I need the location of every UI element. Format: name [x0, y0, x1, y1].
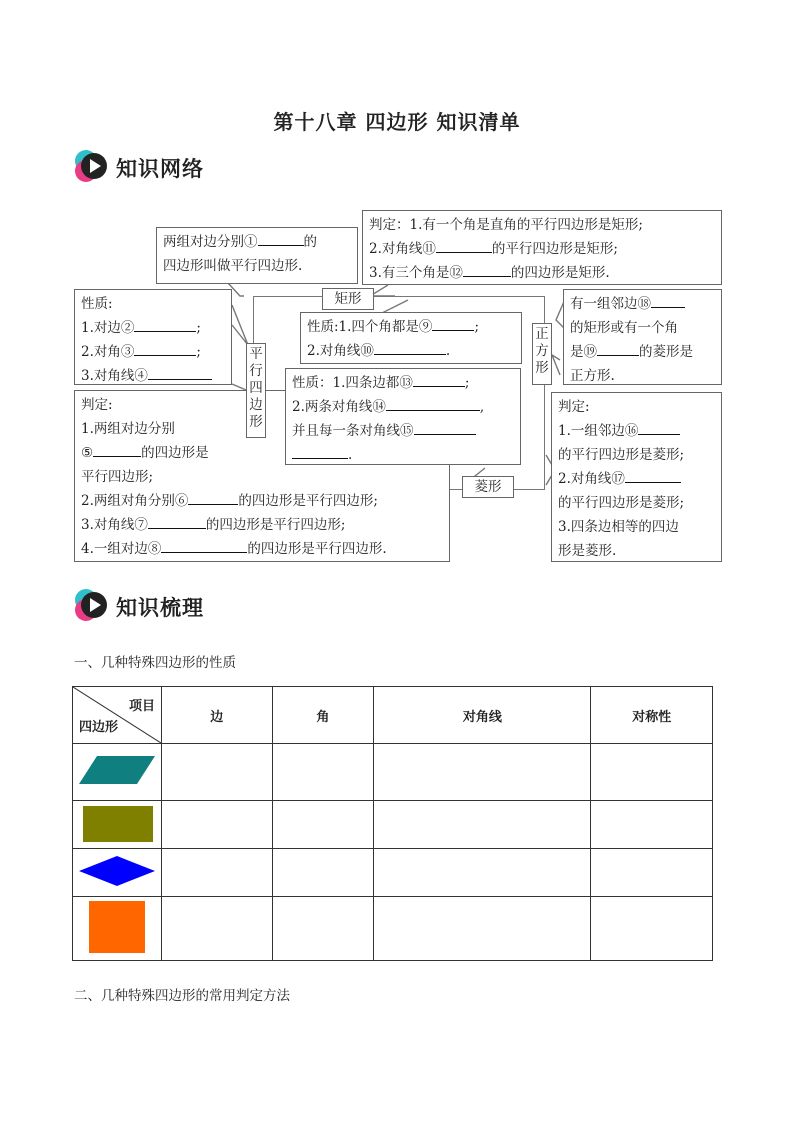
para-judge-line-4b: 的四边形是平行四边形;	[238, 493, 378, 509]
para-judge-line-1: 1.两组对边分别	[81, 421, 175, 437]
answer-blank-3[interactable]	[134, 341, 196, 356]
rectangle-properties-box	[300, 312, 522, 364]
table-row	[73, 801, 713, 849]
rhombus-judge-line-2: 的平行四边形是菱形;	[558, 447, 685, 463]
rhombus-judge-line-5: 3.四条边相等的四边	[558, 519, 679, 535]
rhombus-props-line-2: 2.两条对角线⑭	[292, 399, 386, 415]
answer-blank-11[interactable]	[436, 238, 492, 253]
table-cell[interactable]	[591, 849, 713, 897]
header-diagonals: 对角线	[374, 687, 591, 744]
rect-judge-line-1: 判定：1.有一个角是直角的平行四边形是矩形;	[369, 217, 643, 233]
table-cell[interactable]	[162, 744, 273, 801]
para-props-line-3: 3.对角线④	[81, 368, 148, 384]
square-def-line-1: 有一组邻边⑱	[570, 296, 651, 312]
table-cell[interactable]	[272, 744, 374, 801]
rectangle-judgement-box	[362, 210, 722, 285]
answer-blank-7[interactable]	[148, 514, 206, 529]
part2-heading: 二、几种特殊四边形的常用判定方法	[74, 988, 290, 1004]
definition-text-2: 四边形叫做平行四边形.	[163, 258, 303, 274]
definition-text-1-end: 的	[303, 234, 317, 250]
page-title: 第十八章 四边形 知识清单	[273, 110, 521, 134]
answer-blank-15-cont[interactable]	[292, 444, 348, 459]
answer-blank-16[interactable]	[638, 420, 680, 435]
para-judge-line-6a: 4.一组对边⑧	[81, 541, 162, 557]
square-label: 正 方 形	[532, 323, 552, 385]
rhombus-props-dot: .	[348, 447, 353, 463]
table-cell[interactable]	[162, 801, 273, 849]
rhombus-judge-line-1: 1.一组邻边⑯	[558, 423, 639, 439]
rhombus-props-semi: ;	[464, 375, 470, 391]
table-cell[interactable]	[374, 801, 591, 849]
square-definition-box	[563, 289, 722, 385]
section-header-review	[74, 587, 274, 627]
rhombus-judge-line-4: 的平行四边形是菱形;	[558, 495, 685, 511]
rhombus-judge-line-6: 形是菱形.	[558, 543, 617, 559]
rhombus-properties-box	[285, 368, 521, 465]
parallelogram-properties-box	[74, 289, 232, 385]
rect-props-semi: ;	[474, 319, 479, 335]
rect-props-line-1: 性质:1.四个角都是⑨	[307, 319, 433, 335]
parallelogram-label: 平 行 四 边 形	[246, 343, 266, 438]
para-judge-line-5b: 的四边形是平行四边形;	[205, 517, 346, 533]
properties-table	[72, 686, 713, 961]
parallelogram-definition-box	[156, 227, 358, 284]
answer-blank-19[interactable]	[597, 341, 639, 356]
header-symmetry: 对称性	[591, 687, 713, 744]
rhombus-shape	[77, 853, 157, 889]
para-props-line-1: 1.对边②	[81, 320, 135, 336]
square-def-line-2: 的矩形或有一个角	[570, 320, 678, 336]
table-cell[interactable]	[374, 744, 591, 801]
para-judge-line-4a: 2.两组对角分别⑥	[81, 493, 189, 509]
rect-judge-line-2a: 2.对角线⑪	[369, 241, 436, 257]
table-cell[interactable]	[374, 897, 591, 961]
answer-blank-18[interactable]	[651, 293, 685, 308]
para-props-semi-1: ;	[196, 320, 201, 336]
definition-text-1: 两组对边分别①	[163, 234, 258, 250]
shape-cell	[73, 849, 162, 897]
shape-cell	[73, 801, 162, 849]
rect-judge-line-3b: 的四边形是矩形.	[510, 265, 610, 281]
rect-judge-line-2b: 的平行四边形是矩形;	[491, 241, 618, 257]
para-judge-line-6b: 的四边形是平行四边形.	[247, 541, 387, 557]
para-judge-head: 判定:	[81, 397, 113, 413]
square-def-line-3b: 的菱形是	[639, 344, 693, 360]
shape-cell	[73, 744, 162, 801]
shape-cell	[73, 897, 162, 961]
table-cell[interactable]	[162, 897, 273, 961]
answer-blank-6[interactable]	[188, 490, 238, 505]
square-shape	[87, 900, 147, 954]
table-cell[interactable]	[272, 897, 374, 961]
play-logo-icon	[74, 587, 110, 623]
rhombus-judge-line-3: 2.对角线⑰	[558, 471, 625, 487]
square-def-line-4: 正方形.	[570, 368, 615, 384]
rhombus-props-comma: ,	[479, 399, 485, 415]
answer-blank-1[interactable]	[258, 231, 304, 246]
section-label-network: 知识网络	[116, 157, 204, 181]
answer-blank-17[interactable]	[625, 468, 681, 483]
answer-blank-14[interactable]	[386, 396, 480, 411]
header-sides: 边	[162, 687, 273, 744]
para-props-line-2: 2.对角③	[81, 344, 135, 360]
table-cell[interactable]	[374, 849, 591, 897]
rect-props-line-2: 2.对角线⑩	[307, 343, 374, 359]
para-props-semi-2: ;	[196, 344, 201, 360]
header-angles: 角	[272, 687, 374, 744]
para-judge-line-5a: 3.对角线⑦	[81, 517, 148, 533]
answer-blank-8[interactable]	[161, 538, 247, 553]
table-cell[interactable]	[591, 897, 713, 961]
rect-props-dot: .	[445, 343, 451, 359]
table-cell[interactable]	[591, 744, 713, 801]
answer-blank-13[interactable]	[413, 372, 465, 387]
corner-bottom-label: 四边形	[79, 720, 119, 735]
table-cell[interactable]	[591, 801, 713, 849]
table-cell[interactable]	[272, 849, 374, 897]
para-props-head: 性质:	[81, 296, 113, 312]
answer-blank-5[interactable]	[93, 442, 141, 457]
rectangle-shape	[79, 803, 155, 843]
table-row	[73, 744, 713, 801]
answer-blank-2[interactable]	[134, 317, 196, 332]
table-row	[73, 849, 713, 897]
section-label-review: 知识梳理	[116, 596, 204, 620]
rhombus-judgement-box	[551, 392, 722, 562]
corner-top-label: 项目	[128, 699, 155, 714]
para-judge-line-2b: 的四边形是	[141, 445, 209, 461]
answer-blank-9[interactable]	[432, 316, 474, 331]
rhombus-props-line-1: 性质：1.四条边都⑬	[292, 375, 413, 391]
rectangle-label: 矩形	[322, 288, 374, 310]
answer-blank-4[interactable]	[148, 365, 212, 380]
rhombus-judge-head: 判定:	[558, 399, 590, 415]
rhombus-label: 菱形	[462, 476, 514, 498]
answer-blank-10[interactable]	[374, 340, 446, 355]
parallelogram-shape	[77, 752, 157, 788]
part1-heading: 一、几种特殊四边形的性质	[74, 655, 236, 671]
para-judge-line-2a: ⑤	[81, 445, 94, 461]
para-judge-line-3: 平行四边形;	[81, 469, 154, 485]
answer-blank-12[interactable]	[463, 262, 511, 277]
table-row	[73, 897, 713, 961]
table-corner-cell	[73, 687, 162, 744]
rect-judge-line-3a: 3.有三个角是⑫	[369, 265, 463, 281]
answer-blank-15[interactable]	[414, 420, 476, 435]
table-cell[interactable]	[272, 801, 374, 849]
square-def-line-3a: 是⑲	[570, 344, 597, 360]
rhombus-props-line-3: 并且每一条对角线⑮	[292, 423, 414, 439]
table-cell[interactable]	[162, 849, 273, 897]
table-header-row	[73, 687, 713, 744]
